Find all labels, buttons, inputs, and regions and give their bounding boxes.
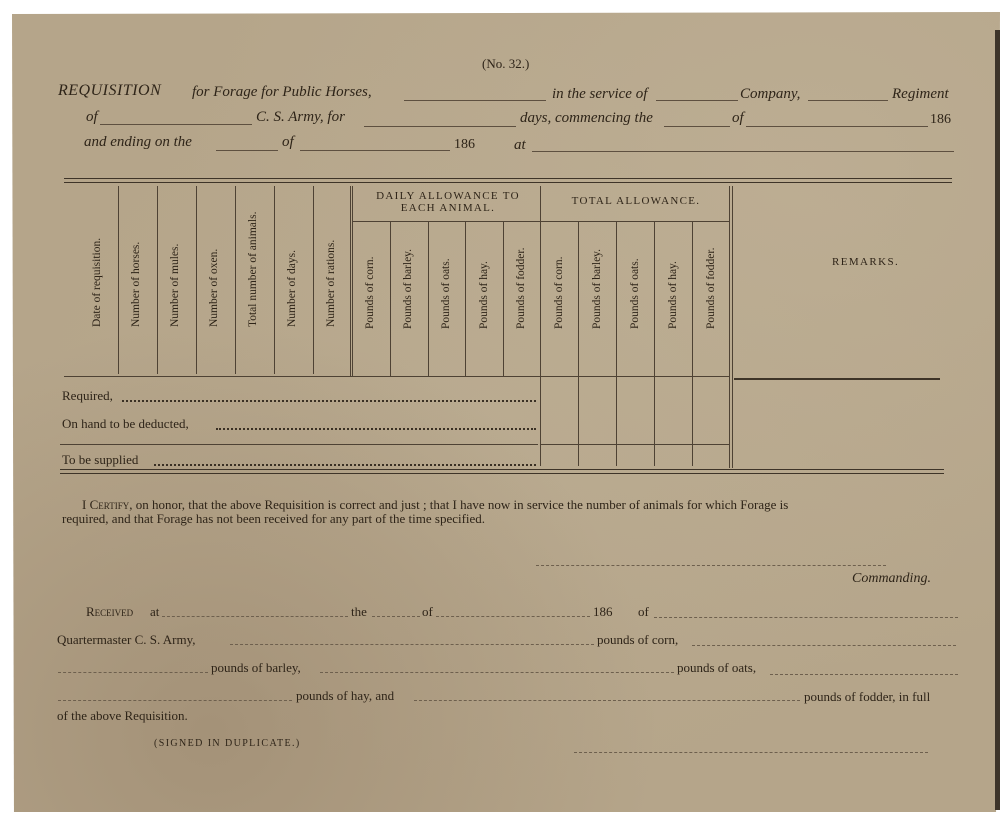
col-header-days: Number of days. [286,250,298,327]
closing-text: of the above Requisition. [57,708,188,723]
daily-allowance-header [356,190,540,214]
form-number: (No. 32.) [482,56,530,71]
col-divider [118,186,119,374]
col-divider [732,186,733,468]
ending-label: and ending on the [84,134,192,150]
at-label: at [514,137,526,153]
company-name-field[interactable] [656,100,738,101]
fodder-amount-field[interactable] [414,700,800,701]
received-the-label: the [351,604,367,619]
row-label-to-be-supplied: To be supplied [62,452,139,467]
received-day-field[interactable] [372,616,420,617]
col-divider [654,222,655,466]
col-divider [616,222,617,466]
col-divider [465,222,466,376]
col-header-total-animals: Total number of animals. [247,211,259,327]
daily-allowance-header-line1: DAILY ALLOWANCE TO [376,190,520,202]
header-bottom-line [64,376,730,377]
pounds-fodder-label: pounds of fodder, in full [804,689,931,704]
corn-amount-field[interactable] [230,644,594,645]
total-barley-header: Pounds of barley. [591,248,603,329]
received-of2-label: of [638,604,649,619]
regiment-label: Regiment [892,86,949,102]
total-corn-header: Pounds of corn. [553,256,565,329]
group-divider [352,221,542,222]
received-at-field[interactable] [162,616,348,617]
row-divider [541,444,729,445]
col-divider [196,186,197,374]
ending-day-field[interactable] [216,150,278,151]
regiment-name-field[interactable] [808,100,888,101]
remarks-header: REMARKS. [832,256,900,268]
col-header-rations: Number of rations. [325,239,337,327]
col-divider [729,186,730,468]
hay-amount-field-a[interactable] [770,674,958,675]
cs-army-label: C. S. Army, for [256,109,345,125]
col-header-mules: Number of mules. [169,243,181,327]
in-service-of-label: in the service of [552,86,648,102]
table-bottom-border [60,469,944,474]
row-label-required: Required, [62,388,113,403]
received-of-label: of [422,604,433,619]
col-divider [313,186,314,374]
days-commencing-label: days, commencing the [520,110,653,126]
quartermaster-signature-field[interactable] [574,752,928,753]
commanding-signature-field[interactable] [536,565,886,566]
pounds-hay-label: pounds of hay, and [296,688,395,703]
col-divider [235,186,236,374]
ending-month-field[interactable] [300,150,450,151]
oats-amount-field[interactable] [320,672,674,673]
received-from-field[interactable] [654,617,958,618]
location-field[interactable] [532,151,954,152]
col-divider [157,186,158,374]
col-divider [274,186,275,374]
group-divider [541,221,729,222]
commencing-year-label: 186 [930,112,951,127]
pounds-corn-label: pounds of corn, [597,632,679,647]
to-be-supplied-values[interactable] [154,464,536,466]
barley-amount-field-a[interactable] [692,645,956,646]
of-month-label: of [732,110,744,126]
pounds-barley-label: pounds of barley, [211,660,301,675]
row-divider [60,444,538,445]
of-label: of [86,109,98,125]
col-header-date: Date of requisition. [91,237,103,327]
pounds-oats-label: pounds of oats, [677,660,757,675]
form-title-rest: for Forage for Public Horses, [192,84,372,100]
signed-in-duplicate: (SIGNED IN DUPLICATE.) [154,738,301,749]
total-oats-header: Pounds of oats. [629,258,641,329]
col-divider [540,186,541,466]
hay-amount-field[interactable] [58,700,292,701]
col-divider [692,222,693,466]
col-divider [503,222,504,376]
commencing-month-field[interactable] [746,126,928,127]
col-divider [428,222,429,376]
daily-fodder-header: Pounds of fodder. [515,247,527,329]
total-fodder-header: Pounds of fodder. [705,247,717,329]
col-divider [578,222,579,466]
daily-oats-header: Pounds of oats. [440,258,452,329]
ending-year-label: 186 [454,137,475,152]
paper-edge-shadow [995,30,1000,810]
col-header-oxen: Number of oxen. [208,248,220,327]
daily-hay-header: Pounds of hay. [478,261,490,329]
barley-amount-field[interactable] [58,672,208,673]
col-divider [352,186,353,376]
commencing-day-field[interactable] [664,126,730,127]
remarks-divider [734,378,940,380]
on-hand-values[interactable] [216,428,536,430]
received-at-label: at [150,604,160,619]
daily-corn-header: Pounds of corn. [364,256,376,329]
col-header-horses: Number of horses. [130,241,142,327]
daily-barley-header: Pounds of barley. [402,248,414,329]
company-label: Company, [740,86,801,102]
col-divider [390,222,391,376]
of-unit-field[interactable] [100,124,252,125]
daily-allowance-header-line2: EACH ANIMAL. [400,202,496,214]
required-values[interactable] [122,400,536,402]
table-top-border [64,178,952,183]
certification-line2: required, and that Forage has not been received for any part of the time specified. [62,511,486,526]
total-hay-header: Pounds of hay. [667,261,679,329]
certify-text: , on honor, that the above Requisition is correct and just ; that I have now in service the number of animals for which Forage is [129,497,789,512]
received-month-field[interactable] [436,616,590,617]
received-label: Received [86,604,134,619]
col-divider [350,186,351,376]
received-year-label: 186 [593,604,613,619]
commanding-label: Commanding. [852,571,931,586]
ending-of-label: of [282,134,294,150]
form-title: REQUISITION [58,82,162,99]
num-days-field[interactable] [364,126,516,127]
service-unit-field[interactable] [404,100,546,101]
certify-lead: I Certify [82,497,130,512]
row-label-on-hand: On hand to be deducted, [62,416,189,431]
quartermaster-label: Quartermaster C. S. Army, [57,632,196,647]
total-allowance-header: TOTAL ALLOWANCE. [571,195,701,207]
